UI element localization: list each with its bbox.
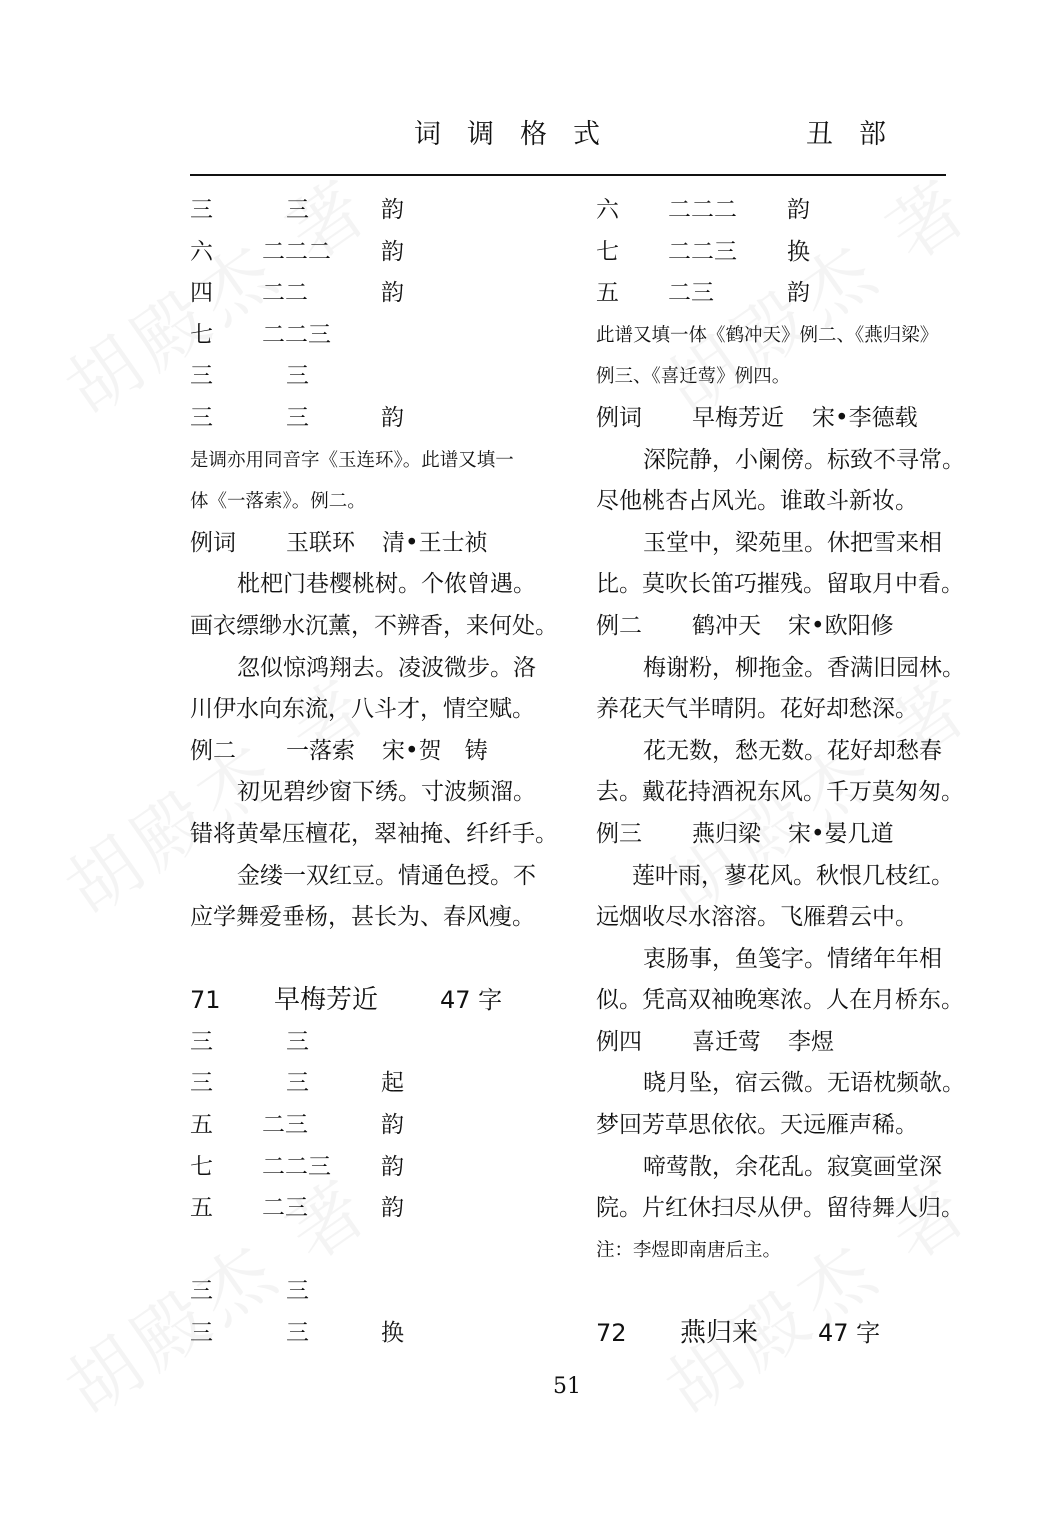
cell-text: 二二三 xyxy=(262,1153,331,1180)
cell-text: 二二三 xyxy=(262,321,331,348)
cell-text: 燕归梁 xyxy=(692,820,761,847)
poem-line: 似。凭高双袖晚寒浓。人在月桥东。 xyxy=(596,987,964,1014)
cell-text: 三 xyxy=(286,197,309,223)
pattern-row xyxy=(190,356,544,398)
cell-text: 二三 xyxy=(262,1112,308,1139)
cell-text: 起 xyxy=(381,1070,404,1097)
pattern-row xyxy=(190,1063,544,1105)
note-line: 例三、《喜迁莺》例四。 xyxy=(596,366,791,388)
cell-text: 韵 xyxy=(381,238,404,265)
poem-line: 衷肠事，鱼笺字。情绪年年相 xyxy=(643,945,942,972)
cell-text: 二二二 xyxy=(668,197,737,223)
pattern-row xyxy=(190,1271,544,1313)
poem-line: 梦回芳草思依依。天远雁声稀。 xyxy=(596,1112,918,1139)
cell-text: 二二三 xyxy=(668,238,737,265)
left-column xyxy=(190,190,558,1355)
poem-line: 深院静，小阑傍。标致不寻常。 xyxy=(643,446,965,473)
cell-text: 六 xyxy=(190,238,213,265)
poem-line: 晓月坠，宿云微。无语枕频欹。 xyxy=(643,1070,965,1097)
header-rule xyxy=(190,174,946,176)
cell-text: 宋•欧阳修 xyxy=(788,612,894,639)
cell-text: 例词 xyxy=(596,404,642,431)
example-heading xyxy=(596,398,950,440)
example-heading xyxy=(190,523,544,565)
cell-text: 三 xyxy=(190,197,213,223)
cell-text: 三 xyxy=(190,1320,213,1347)
note-line: 此谱又填一体《鹤冲天》例二、《燕归梁》 xyxy=(596,324,939,346)
poem-line: 养花天气半晴阴。花好却愁深。 xyxy=(596,696,918,723)
pattern-row xyxy=(596,190,950,232)
cell-text: 三 xyxy=(286,1070,309,1097)
cell-text: 七 xyxy=(596,238,619,265)
cell-text: 三 xyxy=(190,1070,213,1097)
cell-text: 五 xyxy=(190,1112,213,1139)
cell-text: 韵 xyxy=(381,404,404,431)
section-heading-71 xyxy=(190,980,544,1022)
page-number: 51 xyxy=(553,1374,581,1399)
pattern-row xyxy=(190,1313,544,1355)
pattern-row xyxy=(190,315,544,357)
cell-text: 早梅芳近 xyxy=(274,985,379,1016)
cell-text: 早梅芳近 xyxy=(692,404,784,431)
cell-text: 72 xyxy=(596,1319,627,1348)
pattern-row xyxy=(190,398,544,440)
right-column xyxy=(596,190,965,1355)
poem-line: 比。莫吹长笛巧摧残。留取月中看。 xyxy=(596,571,964,598)
cell-text: 换 xyxy=(381,1320,404,1347)
cell-text: 四 xyxy=(190,280,213,307)
poem-line: 枇杷门巷樱桃树。个侬曾遇。 xyxy=(237,571,536,598)
poem-line: 啼莺散，余花乱。寂寞画堂深 xyxy=(643,1153,942,1180)
cell-text: 宋•贺 铸 xyxy=(382,737,488,764)
cell-text: 七 xyxy=(190,321,213,348)
poem-line: 金缕一双红豆。情通色授。不 xyxy=(237,862,536,889)
example-heading xyxy=(596,814,950,856)
cell-text: 47 字 xyxy=(440,986,503,1015)
pattern-row xyxy=(190,1147,544,1189)
cell-text: 三 xyxy=(286,1028,309,1055)
note-line: 是调亦用同音字《玉连环》。此谱又填一 xyxy=(190,449,514,471)
footnote: 注：李煜即南唐后主。 xyxy=(596,1239,782,1261)
poem-line: 去。戴花持酒祝东风。千万莫匆匆。 xyxy=(596,779,964,806)
example-heading xyxy=(596,606,950,648)
cell-text: 韵 xyxy=(381,1153,404,1180)
section-heading-72 xyxy=(596,1313,950,1355)
cell-text: 三 xyxy=(190,404,213,431)
cell-text: 宋•晏几道 xyxy=(788,820,894,847)
cell-text: 宋•李德载 xyxy=(812,404,918,431)
cell-text: 二二 xyxy=(262,280,308,307)
cell-text: 清•王士祯 xyxy=(382,529,488,556)
poem-line: 院。片红休扫尽从伊。留待舞人归。 xyxy=(596,1195,964,1222)
cell-text: 三 xyxy=(190,363,213,390)
cell-text: 一落索 xyxy=(286,737,355,764)
cell-text: 二三 xyxy=(668,280,714,307)
pattern-row xyxy=(190,232,544,274)
cell-text: 韵 xyxy=(381,197,404,223)
pattern-row xyxy=(190,273,544,315)
cell-text: 韵 xyxy=(787,197,810,223)
cell-text: 换 xyxy=(787,238,810,265)
poem-line: 尽他桃杏占风光。谁敢斗新妆。 xyxy=(596,488,918,515)
poem-line: 画衣缥缈水沉薰，不辨香，来何处。 xyxy=(190,612,558,639)
cell-text: 鹤冲天 xyxy=(692,612,761,639)
cell-text: 二二二 xyxy=(262,238,331,265)
cell-text: 六 xyxy=(596,197,619,223)
cell-text: 五 xyxy=(596,280,619,307)
pattern-row xyxy=(596,232,950,274)
poem-line: 花无数，愁无数。花好却愁春 xyxy=(643,737,942,764)
cell-text: 七 xyxy=(190,1153,213,1180)
cell-text: 例词 xyxy=(190,529,236,556)
cell-text: 71 xyxy=(190,986,221,1015)
note-line: 体《一落索》。例二。 xyxy=(190,491,366,513)
book-title: 词调格式 xyxy=(414,119,626,150)
pattern-row xyxy=(190,1022,544,1064)
cell-text: 五 xyxy=(190,1195,213,1222)
poem-line: 川伊水向东流，八斗才，情空赋。 xyxy=(190,696,535,723)
cell-text: 韵 xyxy=(381,1195,404,1222)
cell-text: 三 xyxy=(190,1028,213,1055)
cell-text: 二三 xyxy=(262,1195,308,1222)
cell-text: 韵 xyxy=(787,280,810,307)
pattern-row xyxy=(190,1188,544,1230)
cell-text: 燕归来 xyxy=(680,1318,759,1349)
poem-line: 应学舞爱垂杨，甚长为、春风瘦。 xyxy=(190,904,535,931)
cell-text: 例二 xyxy=(596,612,642,639)
example-heading xyxy=(190,731,544,773)
poem-line: 忽似惊鸿翔去。凌波微步。洛 xyxy=(237,654,536,681)
pattern-row xyxy=(190,190,544,232)
cell-text: 韵 xyxy=(381,280,404,307)
poem-line: 错将黄晕压檀花，翠袖掩、纤纤手。 xyxy=(190,820,558,847)
cell-text: 三 xyxy=(286,363,309,390)
section-part: 丑部 xyxy=(806,119,912,150)
cell-text: 例三 xyxy=(596,820,642,847)
example-heading xyxy=(596,1022,950,1064)
cell-text: 玉联环 xyxy=(286,529,355,556)
cell-text: 例四 xyxy=(596,1028,642,1055)
cell-text: 喜迁莺 xyxy=(692,1028,761,1055)
page-header xyxy=(0,112,1058,152)
cell-text: 李煜 xyxy=(788,1028,834,1055)
cell-text: 47 字 xyxy=(818,1319,881,1348)
cell-text: 三 xyxy=(190,1278,213,1305)
cell-text: 韵 xyxy=(381,1112,404,1139)
cell-text: 三 xyxy=(286,404,309,431)
cell-text: 三 xyxy=(286,1278,309,1305)
poem-line: 远烟收尽水溶溶。飞雁碧云中。 xyxy=(596,904,918,931)
poem-line: 玉堂中，梁苑里。休把雪来相 xyxy=(643,529,942,556)
cell-text: 例二 xyxy=(190,737,236,764)
pattern-row xyxy=(190,1105,544,1147)
cell-text: 三 xyxy=(286,1320,309,1347)
poem-line: 莲叶雨，蓼花风。秋恨几枝红。 xyxy=(632,862,954,889)
poem-line: 初见碧纱窗下绣。寸波频溜。 xyxy=(237,779,536,806)
poem-line: 梅谢粉，柳拖金。香满旧园林。 xyxy=(643,654,965,681)
pattern-row xyxy=(596,273,950,315)
